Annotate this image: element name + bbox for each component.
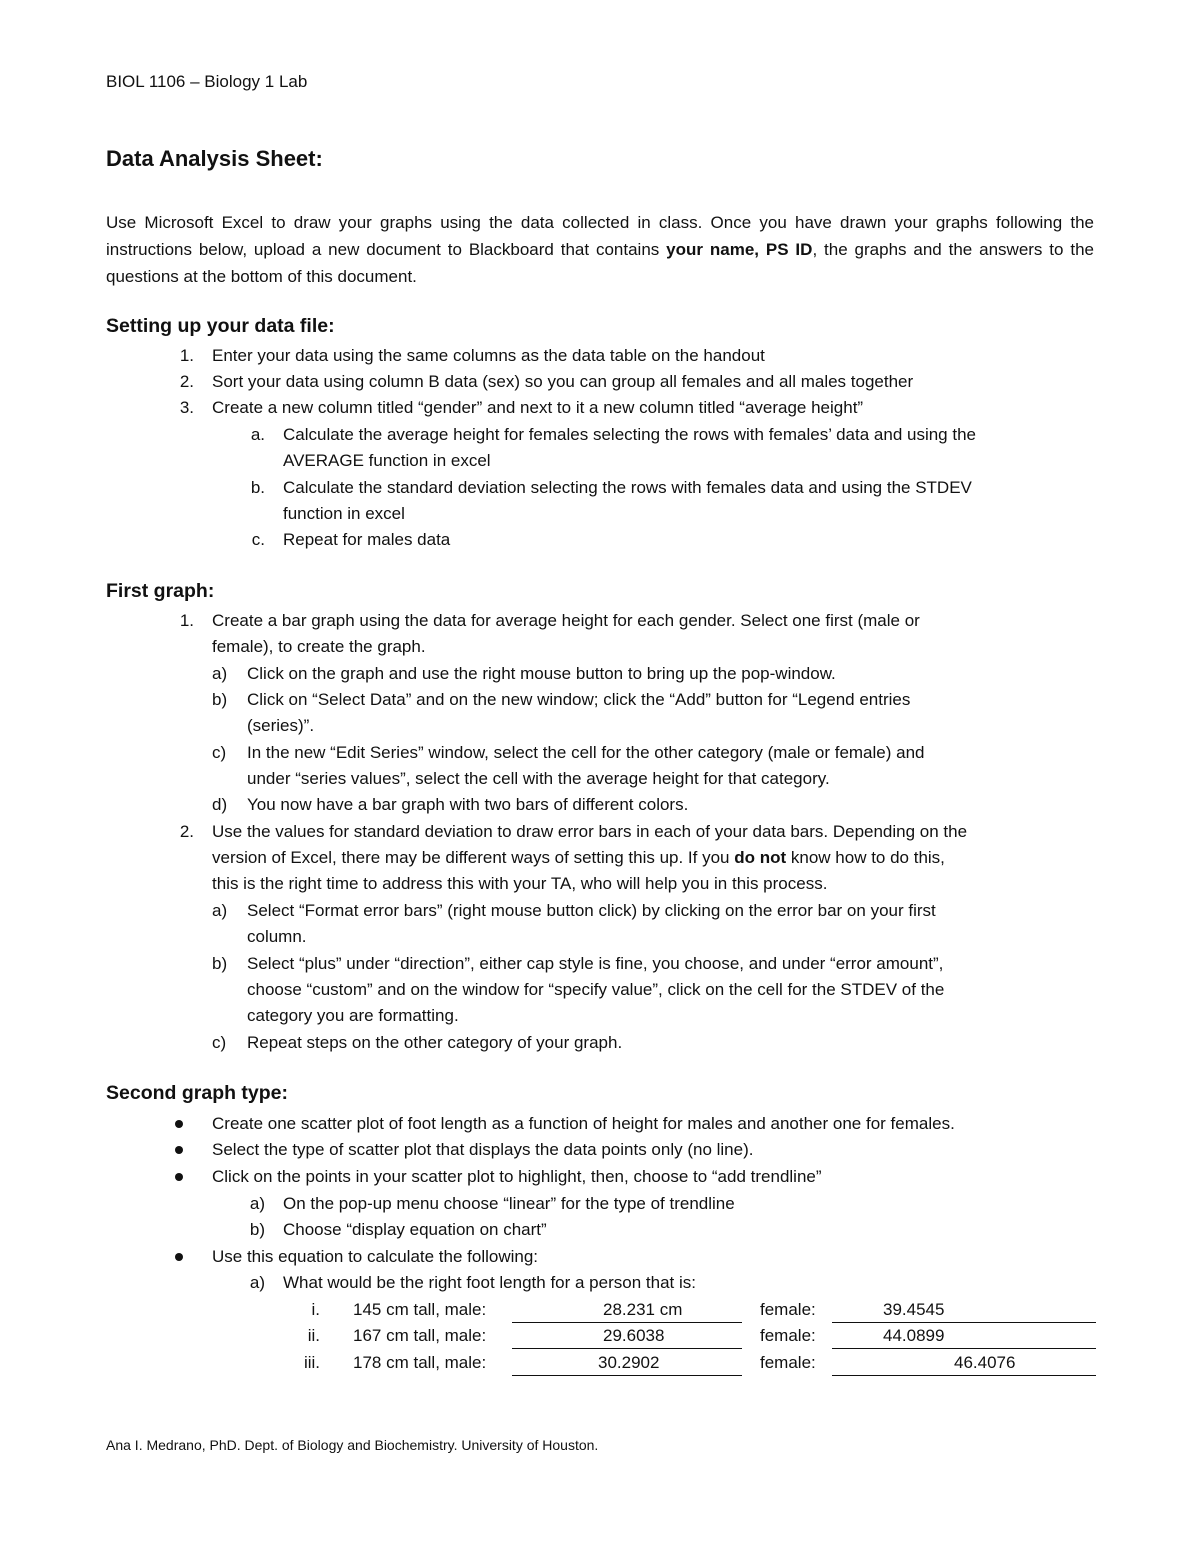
intro-text-1: Use Microsoft Excel to draw your graphs using the data collected in class. Once you have drawn your graphs following the instructions below, upload a new document to Blackboard that contains — [106, 213, 1094, 259]
second-sub-b-marker: b) — [249, 1220, 265, 1239]
answer-2-male-value: 29.6038 — [603, 1326, 665, 1345]
answer-1-roman: i. — [311, 1300, 320, 1319]
bullet-2-icon — [175, 1146, 183, 1154]
setup-sub-c-line1: Repeat for males data — [283, 530, 451, 549]
answer-2-roman: ii. — [307, 1326, 320, 1345]
intro-bold: your name, PS ID — [666, 240, 813, 259]
first-item-1-line1: Create a bar graph using the data for average height for each gender. Select one first (male or — [212, 611, 920, 630]
answer-2-female-label: female: — [760, 1326, 816, 1345]
second-graph-heading: Second graph type: — [106, 1082, 289, 1104]
intro-text-2: , the graphs and the answers to the questions at the bottom of this document. — [106, 240, 1094, 286]
first-graph-heading: First graph: — [106, 580, 215, 602]
setup-item-2: Sort your data using column B data (sex) so you can group all females and all males together — [212, 372, 914, 391]
first-item-2-line2a: version of Excel, there may be different ways of setting this up. If you — [212, 848, 735, 867]
setup-sub-c-marker: c. — [251, 530, 265, 549]
first-sub-c-marker: c) — [212, 743, 227, 762]
first-sub2-c-marker: c) — [212, 1033, 227, 1052]
second-bullet-1: Create one scatter plot of foot length as a function of height for males and another one for females. — [212, 1114, 955, 1133]
first-sub-b-marker: b) — [212, 690, 228, 709]
first-sub-d-marker: d) — [212, 795, 228, 814]
setup-item-3: Create a new column titled “gender” and next to it a new column titled “average height” — [212, 398, 864, 417]
first-sub2-b-line2: choose “custom” and on the window for “specify value”, click on the cell for the STDEV of the — [247, 980, 945, 999]
bullet-4-icon — [175, 1253, 183, 1261]
first-item-1-line2: female), to create the graph. — [212, 637, 426, 656]
second-sub-a-marker: a) — [249, 1194, 265, 1213]
second-bullet-2: Select the type of scatter plot that displays the data points only (no line). — [212, 1140, 754, 1159]
first-item-1-marker: 1. — [179, 611, 194, 630]
answer-1-female-value: 39.4545 — [883, 1300, 945, 1319]
answer-3-female-label: female: — [760, 1353, 816, 1372]
setup-sub-b-line2: function in excel — [283, 504, 405, 523]
setup-item-2-marker: 2. — [179, 372, 194, 391]
question-marker: a) — [249, 1273, 265, 1292]
page-footer: Ana I. Medrano, PhD. Dept. of Biology and Biochemistry. University of Houston. — [106, 1437, 599, 1453]
second-bullet-4: Use this equation to calculate the following: — [212, 1247, 539, 1266]
bullet-3-icon — [175, 1173, 183, 1181]
first-item-2-line3: this is the right time to address this with your TA, who will help you in this process. — [212, 874, 828, 893]
first-sub-c-line2: under “series values”, select the cell with the average height for that category. — [247, 769, 830, 788]
first-sub2-a-line2: column. — [247, 927, 307, 946]
first-sub-a-line1: Click on the graph and use the right mouse button to bring up the pop-window. — [247, 664, 836, 683]
answer-3-roman: iii. — [303, 1353, 320, 1372]
first-item-2-line2c: know how to do this, — [786, 848, 945, 867]
question-text: What would be the right foot length for a person that is: — [283, 1273, 696, 1292]
answer-1-label: 145 cm tall, male: — [353, 1300, 487, 1319]
setup-item-1-marker: 1. — [179, 346, 194, 365]
answer-1-female-label: female: — [760, 1300, 816, 1319]
first-sub2-b-line1: Select “plus” under “direction”, either cap style is fine, you choose, and under “error amount”, — [247, 954, 944, 973]
answer-3-female-value: 46.4076 — [954, 1353, 1016, 1372]
answer-1-male-value: 28.231 cm — [603, 1300, 683, 1319]
second-sub-b: Choose “display equation on chart” — [283, 1220, 547, 1239]
first-sub2-b-marker: b) — [212, 954, 228, 973]
answer-2-female-line — [832, 1326, 1096, 1349]
first-sub2-a-line1: Select “Format error bars” (right mouse button click) by clicking on the error bar on your first — [247, 901, 936, 920]
first-item-2-marker: 2. — [179, 822, 194, 841]
answer-3-male-value: 30.2902 — [598, 1353, 660, 1372]
first-item-2-bold: do not — [734, 848, 787, 867]
setup-sub-a-line1: Calculate the average height for females selecting the rows with females’ data and using the — [283, 425, 976, 444]
answer-1-female-line — [832, 1300, 1096, 1323]
answer-2-female-value: 44.0899 — [883, 1326, 945, 1345]
setup-sub-a-marker: a. — [250, 425, 265, 444]
first-sub2-a-marker: a) — [212, 901, 228, 920]
setup-sub-b-marker: b. — [250, 478, 265, 497]
setup-sub-b-line1: Calculate the standard deviation selecting the rows with females data and using the STDEV — [283, 478, 972, 497]
setup-item-3-marker: 3. — [179, 398, 194, 417]
page-header: BIOL 1106 – Biology 1 Lab — [106, 72, 308, 91]
second-sub-a: On the pop-up menu choose “linear” for the type of trendline — [283, 1194, 735, 1213]
first-sub-b-line1: Click on “Select Data” and on the new window; click the “Add” button for “Legend entries — [247, 690, 911, 709]
first-sub2-c-line1: Repeat steps on the other category of your graph. — [247, 1033, 623, 1052]
first-sub-d-line1: You now have a bar graph with two bars of different colors. — [247, 795, 689, 814]
first-item-2-line1: Use the values for standard deviation to draw error bars in each of your data bars. Depending on the — [212, 822, 968, 841]
answer-3-label: 178 cm tall, male: — [353, 1353, 487, 1372]
second-bullet-3: Click on the points in your scatter plot to highlight, then, choose to “add trendline” — [212, 1167, 822, 1186]
setup-sub-a-line2: AVERAGE function in excel — [283, 451, 491, 470]
first-sub-b-line2: (series)”. — [247, 716, 315, 735]
setup-heading: Setting up your data file: — [106, 315, 335, 337]
intro-paragraph — [106, 209, 1094, 290]
first-sub-a-marker: a) — [212, 664, 228, 683]
first-sub2-b-line3: category you are formatting. — [247, 1006, 459, 1025]
first-sub-c-line1: In the new “Edit Series” window, select the cell for the other category (male or female) and — [247, 743, 925, 762]
answer-2-label: 167 cm tall, male: — [353, 1326, 487, 1345]
first-item-2-line2 — [212, 847, 945, 869]
page-title: Data Analysis Sheet: — [106, 146, 323, 171]
bullet-1-icon — [175, 1120, 183, 1128]
setup-item-1: Enter your data using the same columns as the data table on the handout — [212, 346, 765, 365]
